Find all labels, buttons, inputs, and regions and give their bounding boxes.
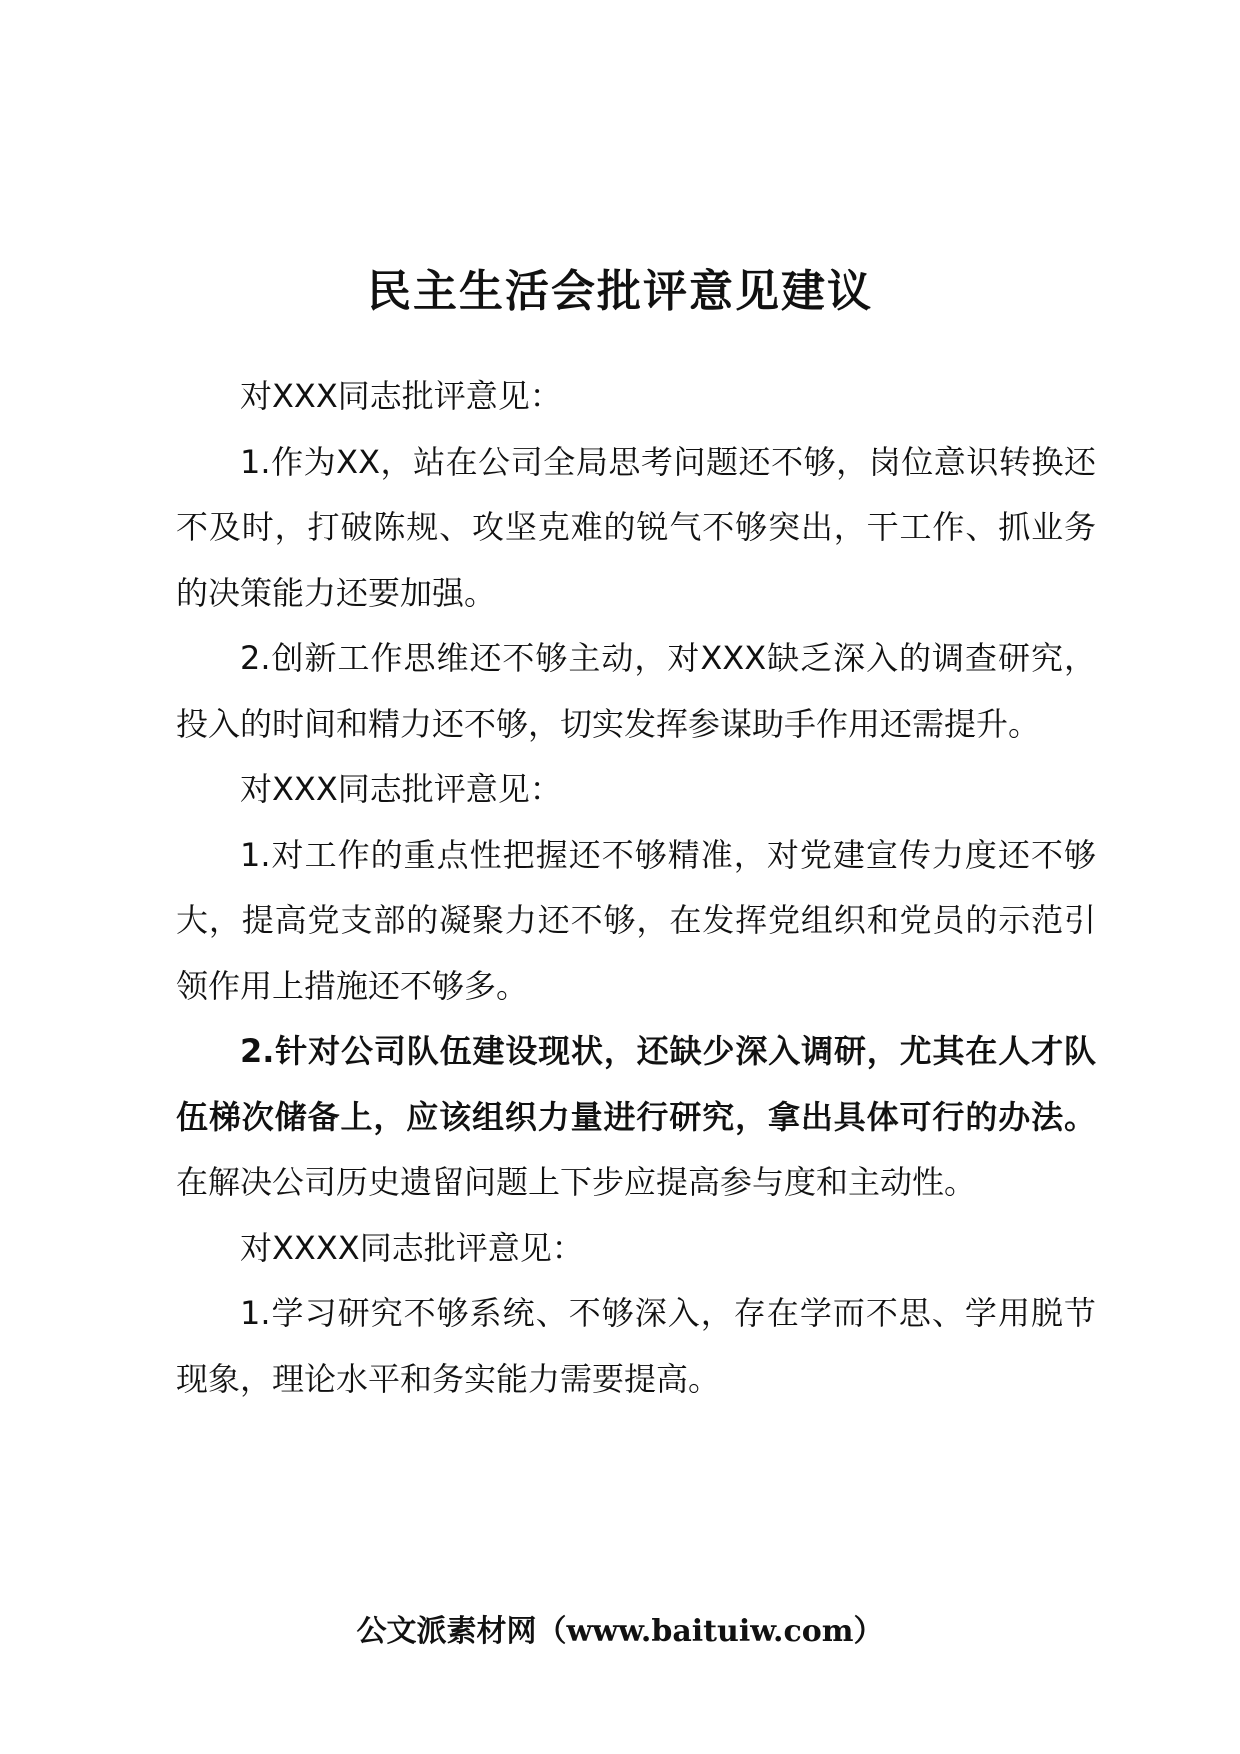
paragraph-text: 1.对工作的重点性把握还不够精准，对党建宣传力度还不够大，提高党支部的凝聚力还不够，在发挥党组织和党员的示范引领作用上措施还不够多。: [176, 835, 1096, 1005]
footer-source-name: 公文派素材网: [356, 1614, 537, 1649]
paragraph: [176, 823, 1096, 1020]
paragraph-text: 1.学习研究不够系统、不够深入，存在学而不思、学用脱节现象，理论水平和务实能力需要提高。: [176, 1294, 1096, 1398]
paragraph-text: 在解决公司历史遗留问题上下步应提高参与度和主动性。: [176, 1163, 977, 1201]
footer-source: [0, 1610, 1240, 1654]
paragraph-text: 对XXX同志批评意见：: [240, 377, 562, 415]
paragraph-section-heading: [176, 364, 1096, 430]
document-body: [176, 364, 1096, 1412]
paragraph: [176, 626, 1096, 757]
paragraph-text: 对XXX同志批评意见：: [240, 770, 562, 808]
paragraph-text: 对XXXX同志批评意见：: [240, 1228, 584, 1267]
paragraph-bold-text: 2.针对公司队伍建设现状，还缺少深入调研，尤其在人才队伍梯次储备上，应该组织力量进行研究，拿出具体可行的办法。: [176, 1032, 1096, 1136]
paragraph: [176, 1019, 1096, 1216]
paragraph-section-heading: [176, 757, 1096, 823]
paragraph-text: 1.作为XX，站在公司全局思考问题还不够，岗位意识转换还不及时，打破陈规、攻坚克难的锐气不够突出，干工作、抓业务的决策能力还要加强。: [176, 442, 1096, 612]
paragraph-text: 2.创新工作思维还不够主动，对XXX缺乏深入的调查研究，投入的时间和精力还不够，切实发挥参谋助手作用还需提升。: [176, 639, 1096, 743]
footer-url: （www.baituiw.com）: [536, 1614, 884, 1649]
document-title: 民主生活会批评意见建议: [367, 266, 873, 317]
paragraph: [176, 430, 1096, 627]
paragraph-section-heading: [176, 1216, 1096, 1282]
paragraph: [176, 1281, 1096, 1412]
